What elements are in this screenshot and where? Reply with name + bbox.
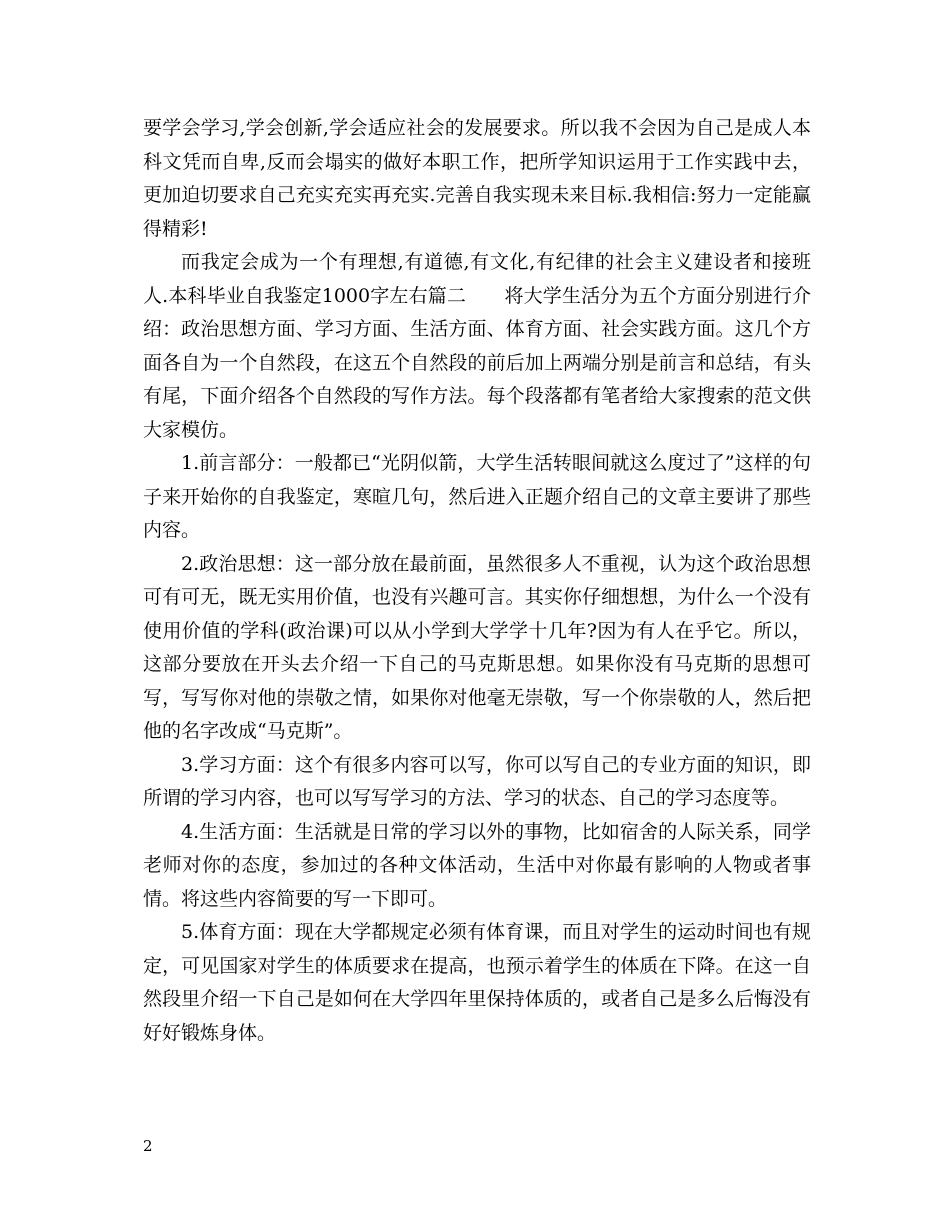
document-body bbox=[143, 112, 811, 1050]
paragraph-1: 要学会学习,学会创新,学会适应社会的发展要求。所以我不会因为自己是成人本科文凭而自卑,反而会塌实的做好本职工作，把所学知识运用于工作实践中去，更加迫切要求自己充实充实再充实.完善自我实现未来目标.我相信:努力一定能赢得精彩! bbox=[143, 117, 811, 240]
page-number: 2 bbox=[143, 1137, 153, 1155]
paragraph-4-politics: 2.政治思想：这一部分放在最前面，虽然很多人不重视，认为这个政治思想可有可无，既无实用价值，也没有兴趣可言。其实你仔细想想，为什么一个没有使用价值的学科(政治课)可以从小学到大学学十几年?因为有人在乎它。所以，这部分要放在开头去介绍一下自己的马克斯思想。如果你没有马克斯的思想可写，写写你对他的崇敬之情，如果你对他毫无崇敬，写一个你崇敬的人，然后把他的名字改成“马克斯”。 bbox=[143, 552, 811, 742]
paragraph-6-life: 4.生活方面：生活就是日常的学习以外的事物，比如宿舍的人际关系，同学老师对你的态度，参加过的各种文体活动，生活中对你最有影响的人物或者事情。将这些内容简要的写一下即可。 bbox=[143, 820, 811, 910]
paragraph-7-sports: 5.体育方面：现在大学都规定必须有体育课，而且对学生的运动时间也有规定，可见国家对学生的体质要求在提高，也预示着学生的体质在下降。在这一自然段里介绍一下自己是如何在大学四年里保持体质的，或者自己是多么后悔没有好好锻炼身体。 bbox=[143, 921, 811, 1044]
paragraph-3-preface: 1.前言部分：一般都已“光阴似箭，大学生活转眼间就这么度过了”这样的句子来开始你的自我鉴定，寒暄几句，然后进入正题介绍自己的文章主要讲了那些内容。 bbox=[143, 452, 811, 541]
paragraph-2: 而我定会成为一个有理想,有道德,有文化,有纪律的社会主义建设者和接班人.本科毕业自我鉴定1000字左右篇二 将大学生活分为五个方面分别进行介绍：政治思想方面、学习方面、生活方面、体育方面、社会实践方面。这几个方面各自为一个自然段，在这五个自然段的前后加上两端分别是前言和总结，有头有尾，下面介绍各个自然段的写作方法。每个段落都有笔者给大家搜索的范文供大家模仿。 bbox=[143, 251, 811, 441]
paragraph-5-study: 3.学习方面：这个有很多内容可以写，你可以写自己的专业方面的知识，即所谓的学习内容，也可以写写学习的方法、学习的状态、自己的学习态度等。 bbox=[143, 753, 811, 809]
